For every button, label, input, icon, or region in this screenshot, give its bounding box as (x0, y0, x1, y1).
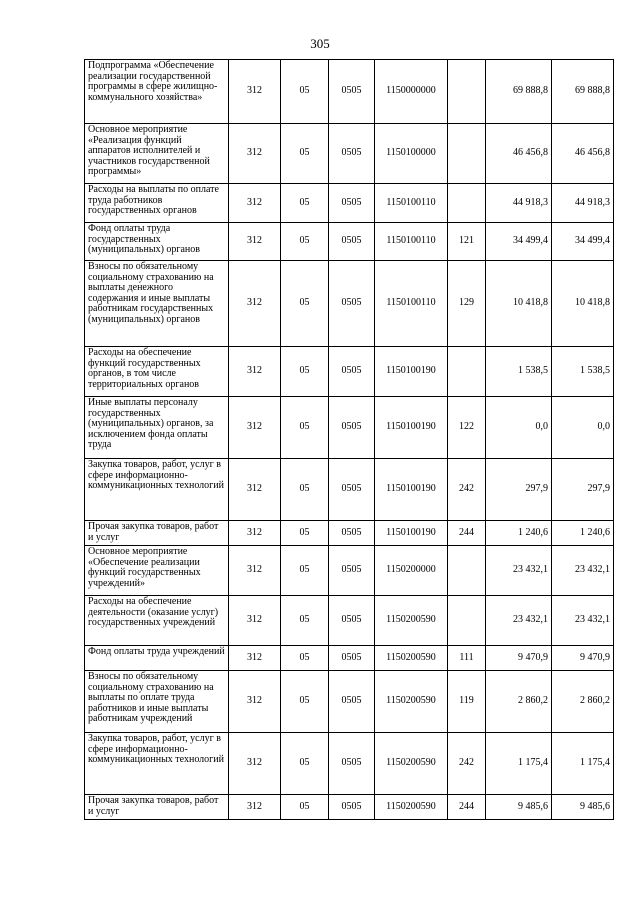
table-row (85, 223, 614, 261)
section-code: 05 (281, 459, 329, 521)
section-code: 05 (281, 347, 329, 397)
target-article: 1150000000 (375, 60, 448, 124)
section-code: 05 (281, 60, 329, 124)
row-name: Расходы на обеспечение функций государственных органов, в том числе территориальных органов (85, 347, 229, 397)
ministry-code: 312 (229, 60, 281, 124)
expense-type: 244 (448, 521, 486, 546)
table-row (85, 459, 614, 521)
section-code: 05 (281, 124, 329, 184)
expense-type: 244 (448, 795, 486, 820)
table-row (85, 261, 614, 347)
ministry-code: 312 (229, 397, 281, 459)
amount-2: 0,0 (552, 397, 614, 459)
target-article: 1150100110 (375, 184, 448, 223)
subsection-code: 0505 (329, 124, 375, 184)
expense-type (448, 60, 486, 124)
row-name: Подпрограмма «Обеспечение реализации государственной программы в сфере жилищно-коммунального хозяйства» (85, 60, 229, 124)
amount-1: 1 538,5 (486, 347, 552, 397)
budget-table-body (85, 60, 614, 820)
table-row (85, 596, 614, 646)
amount-2: 23 432,1 (552, 546, 614, 596)
row-name: Прочая закупка товаров, работ и услуг (85, 521, 229, 546)
ministry-code: 312 (229, 124, 281, 184)
subsection-code: 0505 (329, 261, 375, 347)
subsection-code: 0505 (329, 184, 375, 223)
subsection-code: 0505 (329, 397, 375, 459)
section-code: 05 (281, 795, 329, 820)
amount-2: 2 860,2 (552, 671, 614, 733)
amount-2: 23 432,1 (552, 596, 614, 646)
ministry-code: 312 (229, 646, 281, 671)
amount-2: 1 538,5 (552, 347, 614, 397)
target-article: 1150200590 (375, 795, 448, 820)
expense-type: 111 (448, 646, 486, 671)
amount-1: 34 499,4 (486, 223, 552, 261)
amount-2: 9 470,9 (552, 646, 614, 671)
section-code: 05 (281, 521, 329, 546)
table-row (85, 671, 614, 733)
section-code: 05 (281, 646, 329, 671)
section-code: 05 (281, 223, 329, 261)
target-article: 1150100110 (375, 223, 448, 261)
expense-type (448, 546, 486, 596)
row-name: Расходы на обеспечение деятельности (оказание услуг) государственных учреждений (85, 596, 229, 646)
amount-2: 34 499,4 (552, 223, 614, 261)
row-name: Закупка товаров, работ, услуг в сфере информационно-коммуникационных технологий (85, 459, 229, 521)
section-code: 05 (281, 671, 329, 733)
ministry-code: 312 (229, 596, 281, 646)
expense-type: 242 (448, 459, 486, 521)
table-row (85, 546, 614, 596)
subsection-code: 0505 (329, 671, 375, 733)
amount-1: 10 418,8 (486, 261, 552, 347)
expense-type (448, 184, 486, 223)
ministry-code: 312 (229, 223, 281, 261)
subsection-code: 0505 (329, 646, 375, 671)
amount-1: 46 456,8 (486, 124, 552, 184)
expense-type (448, 596, 486, 646)
row-name: Закупка товаров, работ, услуг в сфере информационно-коммуникационных технологий (85, 733, 229, 795)
target-article: 1150200000 (375, 546, 448, 596)
amount-2: 1 175,4 (552, 733, 614, 795)
table-row (85, 521, 614, 546)
expense-type: 121 (448, 223, 486, 261)
subsection-code: 0505 (329, 347, 375, 397)
target-article: 1150100190 (375, 459, 448, 521)
section-code: 05 (281, 261, 329, 347)
table-row (85, 347, 614, 397)
amount-1: 297,9 (486, 459, 552, 521)
subsection-code: 0505 (329, 596, 375, 646)
subsection-code: 0505 (329, 223, 375, 261)
row-name: Иные выплаты персоналу государственных (муниципальных) органов, за исключением фонда оплаты труда (85, 397, 229, 459)
expense-type: 122 (448, 397, 486, 459)
target-article: 1150100190 (375, 521, 448, 546)
section-code: 05 (281, 733, 329, 795)
row-name: Взносы по обязательному социальному страхованию на выплаты по оплате труда работников и иные выплаты работникам учреждений (85, 671, 229, 733)
amount-1: 0,0 (486, 397, 552, 459)
page-number: 305 (310, 36, 330, 51)
subsection-code: 0505 (329, 60, 375, 124)
amount-2: 1 240,6 (552, 521, 614, 546)
target-article: 1150200590 (375, 733, 448, 795)
table-row (85, 795, 614, 820)
row-name: Фонд оплаты труда государственных (муниципальных) органов (85, 223, 229, 261)
amount-1: 1 175,4 (486, 733, 552, 795)
amount-1: 23 432,1 (486, 546, 552, 596)
ministry-code: 312 (229, 733, 281, 795)
amount-2: 69 888,8 (552, 60, 614, 124)
amount-1: 44 918,3 (486, 184, 552, 223)
amount-2: 10 418,8 (552, 261, 614, 347)
amount-1: 2 860,2 (486, 671, 552, 733)
section-code: 05 (281, 397, 329, 459)
expense-type: 242 (448, 733, 486, 795)
table-row (85, 124, 614, 184)
table-row (85, 60, 614, 124)
table-row (85, 184, 614, 223)
table-row (85, 397, 614, 459)
subsection-code: 0505 (329, 521, 375, 546)
target-article: 1150100190 (375, 347, 448, 397)
amount-1: 9 485,6 (486, 795, 552, 820)
ministry-code: 312 (229, 521, 281, 546)
amount-2: 44 918,3 (552, 184, 614, 223)
table-row (85, 733, 614, 795)
row-name: Расходы на выплаты по оплате труда работников государственных органов (85, 184, 229, 223)
row-name: Фонд оплаты труда учреждений (85, 646, 229, 671)
subsection-code: 0505 (329, 459, 375, 521)
row-name: Основное мероприятие «Реализация функций аппаратов исполнителей и участников государственной программы» (85, 124, 229, 184)
expense-type (448, 124, 486, 184)
target-article: 1150100000 (375, 124, 448, 184)
amount-1: 23 432,1 (486, 596, 552, 646)
target-article: 1150100190 (375, 397, 448, 459)
subsection-code: 0505 (329, 546, 375, 596)
amount-2: 297,9 (552, 459, 614, 521)
target-article: 1150100110 (375, 261, 448, 347)
row-name: Прочая закупка товаров, работ и услуг (85, 795, 229, 820)
amount-1: 9 470,9 (486, 646, 552, 671)
row-name: Основное мероприятие «Обеспечение реализации функций государственных учреждений» (85, 546, 229, 596)
expense-type: 119 (448, 671, 486, 733)
section-code: 05 (281, 596, 329, 646)
row-name: Взносы по обязательному социальному страхованию на выплаты денежного содержания и иные выплаты работникам государственных (муниципальных) органов (85, 261, 229, 347)
amount-1: 1 240,6 (486, 521, 552, 546)
section-code: 05 (281, 546, 329, 596)
target-article: 1150200590 (375, 596, 448, 646)
ministry-code: 312 (229, 546, 281, 596)
amount-2: 46 456,8 (552, 124, 614, 184)
target-article: 1150200590 (375, 646, 448, 671)
section-code: 05 (281, 184, 329, 223)
amount-2: 9 485,6 (552, 795, 614, 820)
expense-type: 129 (448, 261, 486, 347)
expense-type (448, 347, 486, 397)
ministry-code: 312 (229, 459, 281, 521)
table-row (85, 646, 614, 671)
ministry-code: 312 (229, 184, 281, 223)
budget-table (84, 59, 614, 820)
subsection-code: 0505 (329, 733, 375, 795)
target-article: 1150200590 (375, 671, 448, 733)
ministry-code: 312 (229, 261, 281, 347)
ministry-code: 312 (229, 671, 281, 733)
amount-1: 69 888,8 (486, 60, 552, 124)
subsection-code: 0505 (329, 795, 375, 820)
ministry-code: 312 (229, 795, 281, 820)
ministry-code: 312 (229, 347, 281, 397)
